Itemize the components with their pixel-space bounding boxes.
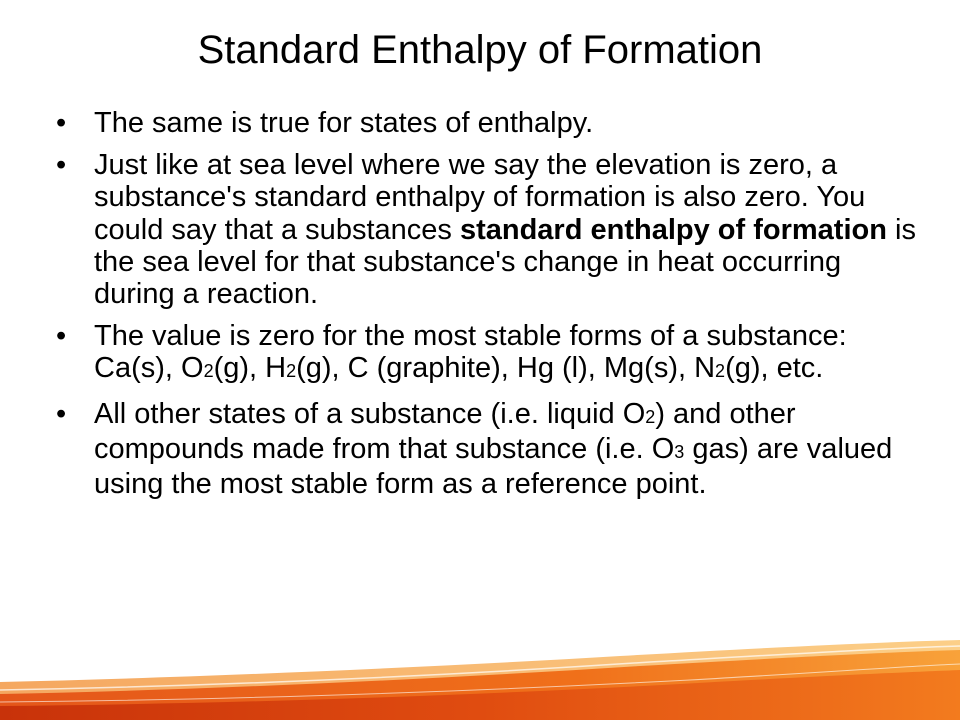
bullet-text: (g), H	[213, 352, 287, 385]
bullet-text: The value is zero for the most stable forms of a substance: Ca(s), O	[94, 320, 847, 385]
bullet-text: The same is true for states of enthalpy.	[94, 107, 594, 139]
bullet-text: is the sea level for that substance's change in heat occurring during a reaction.	[94, 213, 916, 311]
bullet-icon: •	[56, 149, 67, 182]
bullet-text: (g), C (graphite), Hg (l), Mg(s), N	[296, 352, 716, 385]
bullet-icon: •	[56, 397, 67, 430]
bullet-text: ) and other compounds made from that substance (i.e. O	[94, 397, 796, 465]
bullet-list	[56, 107, 916, 510]
subscript: 2	[203, 361, 214, 382]
bullet-icon: •	[56, 107, 67, 139]
bullet-item-1	[56, 107, 916, 139]
decorative-orange-wave	[0, 620, 960, 720]
bullet-item-4	[56, 398, 916, 501]
subscript: 2	[715, 361, 726, 382]
slide-title: Standard Enthalpy of Formation	[197, 28, 763, 72]
bullet-icon: •	[56, 320, 67, 353]
subscript: 2	[645, 406, 656, 427]
subscript: 3	[674, 441, 685, 462]
bullet-item-3	[56, 320, 916, 387]
bullet-text: (g), etc.	[725, 352, 824, 385]
bullet-text: gas) are valued using the most stable form as a reference point.	[94, 432, 893, 501]
bullet-text: All other states of a substance (i.e. liquid O	[94, 397, 646, 430]
bullet-item-2	[56, 149, 916, 310]
subscript: 2	[286, 361, 297, 382]
bold-term: standard enthalpy of formation	[459, 213, 887, 246]
bullet-text: Just like at sea level where we say the elevation is zero, a substance's standard enthalpy of formation is also zero. You could say that a substances	[94, 149, 866, 246]
